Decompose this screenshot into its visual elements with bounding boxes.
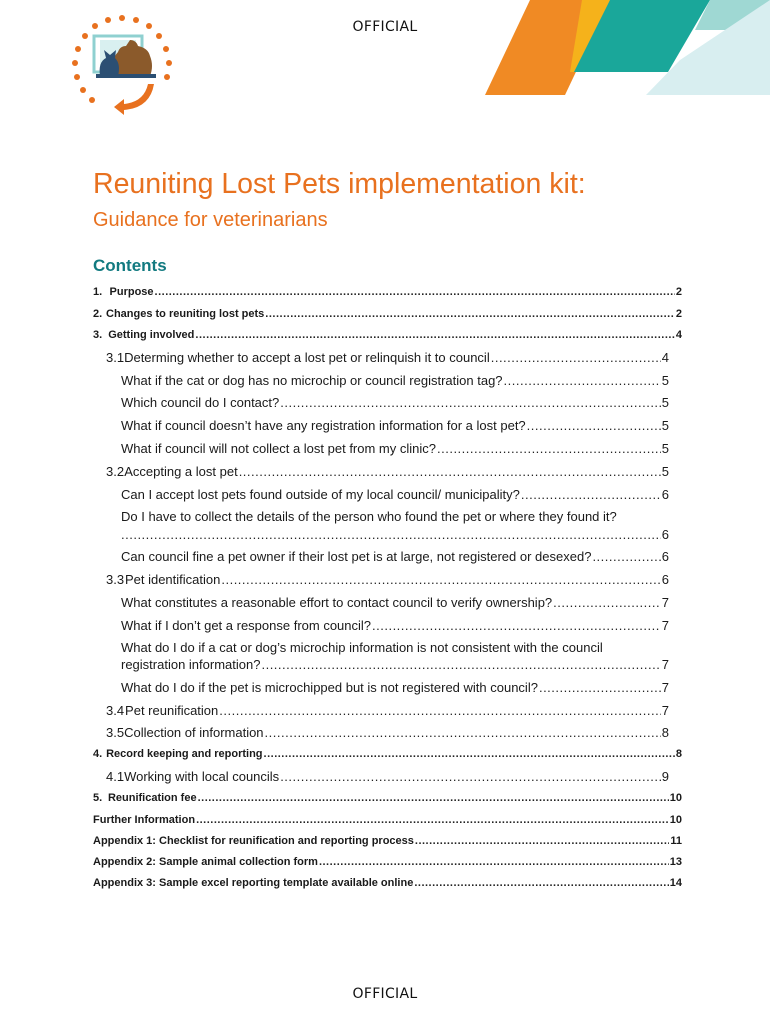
toc-entry-no-microchip[interactable] [121,373,669,388]
toc-label: registration information? [121,657,261,672]
toc-leader-dots [553,595,661,610]
toc-leader-dots [372,618,661,633]
toc-leader-dots [414,877,668,889]
toc-leader-dots [280,769,661,784]
document-subtitle: Guidance for veterinarians [93,209,328,231]
toc-entry-inconsistent-line2[interactable] [121,657,669,672]
toc-number: 3.3 [106,572,125,587]
toc-page-number: 14 [669,877,682,889]
toc-leader-dots [198,792,669,804]
toc-entry-4-1[interactable] [106,769,669,784]
toc-page-number: 8 [675,748,682,760]
toc-entry-collect-details-line2[interactable] [121,527,669,542]
toc-label: Determing whether to accept a lost pet or relinquish it to council [124,350,490,365]
toc-number: 4. [93,748,103,760]
toc-label: Accepting a lost pet [124,464,238,479]
toc-number: 1. [93,286,103,298]
toc-leader-dots [521,487,661,502]
toc-page-number: 4 [661,350,669,365]
toc-entry-outside-council[interactable] [121,487,669,502]
toc-number: 5. [93,792,103,804]
toc-entry-further-information[interactable] [93,814,682,826]
toc-page-number: 5 [661,441,669,456]
toc-page-number: 11 [670,835,682,847]
toc-page-number: 4 [675,329,682,341]
toc-leader-dots [195,329,674,341]
toc-page-number: 10 [669,814,682,826]
toc-leader-dots [527,418,661,433]
toc-entry-not-registered[interactable] [121,680,669,695]
toc-label: Working with local councils [124,769,280,784]
toc-label: What if I don’t get a response from council? [121,618,372,633]
toc-entry-changes[interactable] [93,308,682,320]
toc-leader-dots [239,464,661,479]
toc-leader-dots [415,835,669,847]
toc-leader-dots [221,572,660,587]
toc-entry-purpose[interactable] [93,286,682,298]
document-title: Reuniting Lost Pets implementation kit: [93,168,586,200]
toc-page-number: 5 [661,373,669,388]
toc-entry-getting-involved[interactable] [93,329,682,341]
toc-page-number: 13 [669,856,682,868]
toc-entry-council-not-collect[interactable] [121,441,669,456]
reuniting-lost-pets-logo [70,12,175,117]
toc-label: Pet reunification [125,703,219,718]
toc-page-number: 7 [661,618,669,633]
toc-entry-reunification-fee[interactable] [93,792,682,804]
toc-number: 3.1 [106,350,125,365]
toc-label: Appendix 3: Sample excel reporting template available online [93,877,414,889]
toc-leader-dots [265,308,675,320]
toc-entry-reasonable-effort[interactable] [121,595,669,610]
toc-entry-no-response[interactable] [121,618,669,633]
security-marking-header: OFFICIAL [352,19,418,35]
toc-entry-3-3[interactable] [106,572,669,587]
toc-entry-3-2[interactable] [106,464,669,479]
toc-label: Collection of information [124,725,264,740]
toc-number: 3. [93,329,103,341]
toc-label: Can council fine a pet owner if their lost pet is at large, not registered or desexed? [121,549,592,564]
toc-leader-dots [265,725,661,740]
toc-entry-council-fine[interactable] [121,549,669,564]
toc-entry-appendix-2[interactable] [93,856,682,868]
toc-entry-collect-details-line1[interactable]: Do I have to collect the details of the person who found the pet or where they found it? [121,509,617,524]
security-marking-footer: OFFICIAL [352,986,418,1002]
toc-page-number: 6 [661,572,669,587]
toc-page-number: 5 [661,418,669,433]
header-banner-graphic [350,0,770,95]
toc-number: 2. [93,308,103,320]
toc-leader-dots [219,703,660,718]
toc-entry-inconsistent-line1[interactable]: What do I do if a cat or dog’s microchip information is not consistent with the council [121,640,603,655]
toc-label: What constitutes a reasonable effort to contact council to verify ownership? [121,595,553,610]
toc-entry-appendix-1[interactable] [93,835,682,847]
toc-number: 3.2 [106,464,125,479]
toc-page-number: 7 [661,657,669,672]
toc-leader-dots [264,748,675,760]
toc-leader-dots [539,680,661,695]
toc-label: Reunification fee [107,792,197,804]
toc-number: 3.4 [106,703,125,718]
toc-label: What if council doesn’t have any registration information for a lost pet? [121,418,526,433]
toc-leader-dots [155,286,675,298]
toc-leader-dots [261,657,660,672]
toc-leader-dots [319,856,669,868]
toc-leader-dots [437,441,661,456]
toc-label: Appendix 2: Sample animal collection form [93,856,318,868]
toc-label: What do I do if the pet is microchipped but is not registered with council? [121,680,538,695]
toc-page-number: 6 [661,487,669,502]
toc-page-number: 5 [661,464,669,479]
toc-label: Record keeping and reporting [106,748,263,760]
toc-page-number: 2 [675,286,682,298]
toc-label: What if council will not collect a lost pet from my clinic? [121,441,436,456]
toc-label: Changes to reuniting lost pets [106,308,265,320]
toc-leader-dots [592,549,660,564]
toc-entry-no-registration-info[interactable] [121,418,669,433]
toc-leader-dots [504,373,661,388]
toc-entry-record-keeping[interactable] [93,748,682,760]
toc-leader-dots [280,395,661,410]
toc-entry-3-4[interactable] [106,703,669,718]
toc-page-number: 8 [661,725,669,740]
toc-label: Pet identification [124,572,221,587]
toc-page-number: 7 [661,595,669,610]
toc-page-number: 10 [669,792,682,804]
toc-label: Appendix 1: Checklist for reunification and reporting process [93,835,414,847]
toc-leader-dots [491,350,661,365]
toc-page-number: 7 [661,703,669,718]
contents-heading: Contents [93,256,167,275]
toc-label: What if the cat or dog has no microchip or council registration tag? [121,373,503,388]
toc-label: Can I accept lost pets found outside of my local council/ municipality? [121,487,520,502]
toc-page-number: 9 [661,769,669,784]
toc-page-number: 6 [661,527,669,542]
toc-leader-dots [121,527,661,542]
toc-entry-which-council[interactable] [121,395,669,410]
toc-label: Getting involved [108,329,195,341]
toc-page-number: 6 [661,549,669,564]
toc-number: 4.1 [106,769,125,784]
toc-label: Purpose [109,286,154,298]
toc-page-number: 2 [675,308,682,320]
toc-entry-3-5[interactable] [106,725,669,740]
toc-leader-dots [196,814,669,826]
toc-label: Which council do I contact? [121,395,280,410]
toc-entry-3-1[interactable] [106,350,669,365]
toc-page-number: 5 [661,395,669,410]
toc-entry-appendix-3[interactable] [93,877,682,889]
toc-page-number: 7 [661,680,669,695]
toc-label: Further Information [93,814,196,826]
toc-number: 3.5 [106,725,125,740]
